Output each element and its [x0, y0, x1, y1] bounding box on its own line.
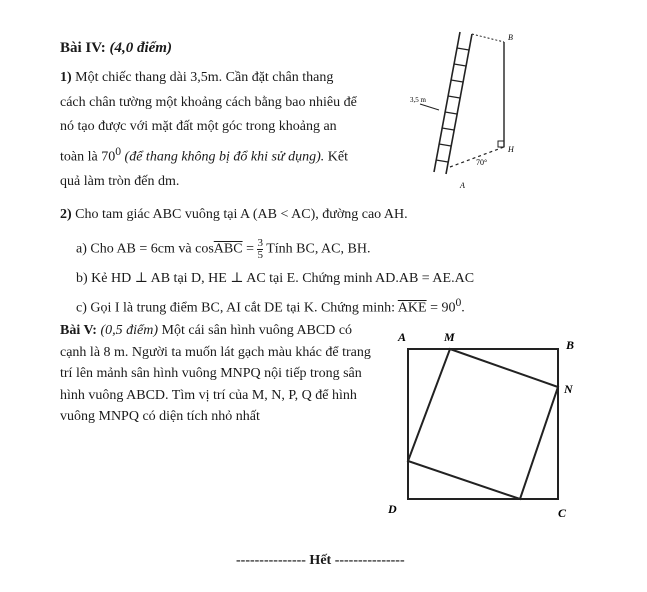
q2a-eq: =	[242, 241, 258, 257]
bai5-points: (0,5 điểm)	[100, 323, 159, 338]
question-2b: b) Kẻ HD ⊥ AB tại D, HE ⊥ AC tại E. Chứng minh AD.AB = AE.AC	[76, 271, 475, 286]
q2c-degree: 0	[455, 296, 462, 309]
ladder-angle-label: 70°	[476, 158, 488, 167]
square-label-b: B	[566, 338, 575, 352]
bai4-heading	[60, 40, 172, 57]
bai5-paragraph	[60, 320, 372, 428]
q2c-end: = 90	[426, 300, 456, 316]
bai4-points: (4,0 điểm)	[109, 40, 172, 56]
square-label-a: A	[398, 330, 407, 344]
square-label-d: D	[388, 502, 397, 516]
q1-number: 1)	[60, 70, 72, 85]
q2-number: 2)	[60, 207, 72, 222]
ladder-length-label: 3,5 m	[410, 96, 426, 104]
q2-text: Cho tam giác ABC vuông tại A (AB < AC), đường cao AH.	[75, 207, 408, 222]
q1-degree: 0	[115, 144, 122, 158]
ladder-point-a: A	[460, 181, 465, 190]
q2a-angle: $\overline{ABC}$	[213, 241, 243, 257]
ladder-point-h: H	[508, 145, 514, 154]
square-figure	[380, 325, 580, 520]
footer-end: --------------- Hết ---------------	[236, 553, 405, 568]
q2a-text: a) Cho AB = 6cm và cos	[76, 241, 214, 257]
q2c-text: c) Gọi I là trung điểm BC, AI cắt DE tại K. Chứng minh:	[76, 300, 398, 316]
question-2c	[76, 296, 465, 317]
bai5-title: Bài V:	[60, 323, 97, 338]
bai5-text: Một cái sân hình vuông ABCD có cạnh là 8 m. Người ta muốn lát gạch màu khác để trang trí lên mảnh sân hình vuông MNPQ nội tiếp trong sân hình vuông ABCD. Tìm vị trí của M, N, P, Q để hình vuông MNPQ có diện tích nhỏ nhất	[60, 323, 371, 424]
q2c-angle: $\overline{AKE}$	[397, 300, 427, 316]
q2c-dot: .	[461, 300, 465, 316]
q1-end: Kết quả làm tròn đến dm.	[60, 149, 348, 189]
q2a-denominator: 5	[257, 249, 263, 261]
bai4-title: Bài IV:	[60, 40, 106, 56]
square-label-n: N	[564, 382, 573, 396]
square-label-m: M	[444, 330, 455, 344]
question-2	[60, 207, 408, 223]
question-1	[60, 66, 360, 194]
q2a-end: Tính BC, AC, BH.	[262, 241, 371, 257]
q2a-numerator: 3	[257, 237, 263, 249]
ladder-figure	[392, 22, 537, 192]
ladder-point-b: B	[508, 33, 513, 42]
square-label-c: C	[558, 506, 567, 520]
q1-text: Một chiếc thang dài 3,5m. Cần đặt chân thang cách chân tường một khoảng cách bằng bao nhiêu để nó tạo được với mặt đất một góc trong khoảng an toàn là 70	[60, 70, 357, 165]
q1-note: (để thang không bị đổ khi sử dụng).	[121, 149, 325, 165]
question-2a	[76, 238, 370, 261]
